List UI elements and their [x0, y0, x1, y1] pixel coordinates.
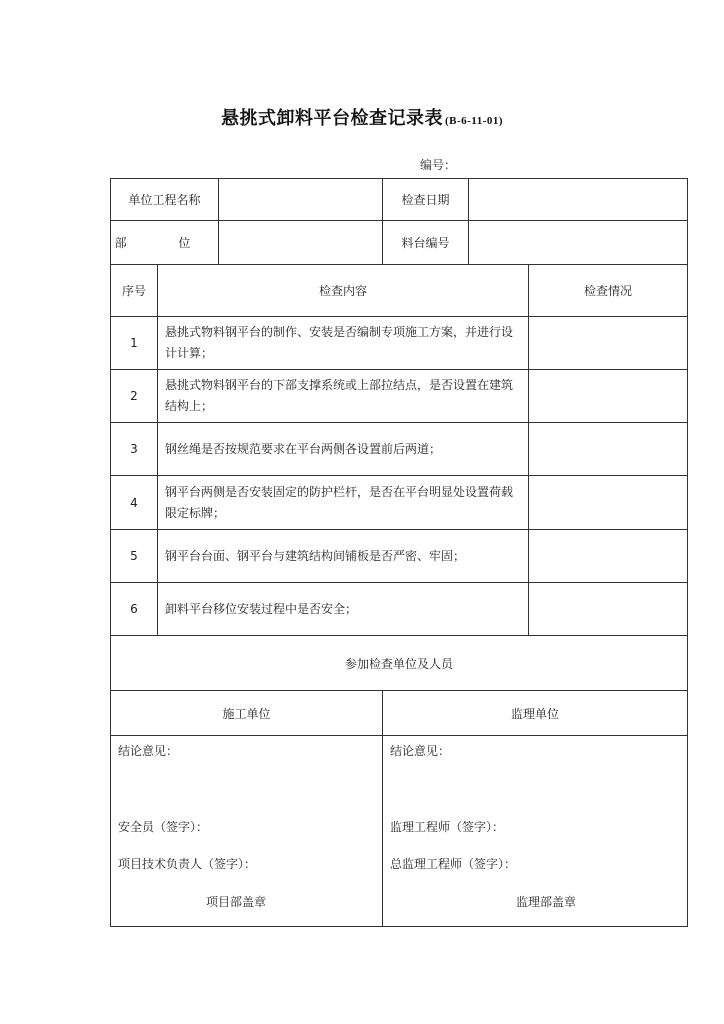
- platform-no-field[interactable]: [469, 221, 688, 265]
- construction-opinion-label: 结论意见：: [118, 744, 179, 758]
- engineer-signature: 监理工程师（签字）：: [390, 820, 505, 834]
- participants-heading: 参加检查单位及人员: [111, 636, 688, 691]
- item-content: 钢平台两侧是否安装固定的防护栏杆，是否在平台明显处设置荷载限定标牌；: [158, 476, 529, 530]
- title-text: 悬挑式卸料平台检查记录表: [220, 108, 443, 129]
- item-status-field[interactable]: [529, 423, 688, 476]
- item-no: 4: [111, 476, 158, 530]
- construction-unit-label: 施工单位: [111, 691, 383, 736]
- item-status-field[interactable]: [529, 317, 688, 370]
- supervision-stamp-label: 监理部盖章: [516, 895, 577, 909]
- table-row: [111, 317, 688, 370]
- table-row: [111, 583, 688, 636]
- column-header-status: 检查情况: [529, 265, 688, 317]
- chief-engineer-signature: 总监理工程师（签字）：: [390, 857, 517, 871]
- table-row: [111, 476, 688, 530]
- platform-no-label: 料台编号: [383, 221, 469, 265]
- item-no: 3: [111, 423, 158, 476]
- construction-opinion-block[interactable]: [111, 736, 383, 927]
- project-name-label: 单位工程名称: [111, 179, 219, 221]
- item-no: 6: [111, 583, 158, 636]
- item-content: 卸料平台移位安装过程中是否安全；: [158, 583, 529, 636]
- item-content: 悬挑式物料钢平台的下部支撑系统或上部拉结点，是否设置在建筑结构上；: [158, 370, 529, 423]
- item-content: 钢丝绳是否按规范要求在平台两侧各设置前后两道；: [158, 423, 529, 476]
- supervision-unit-label: 监理单位: [383, 691, 688, 736]
- form-code: (B-6-11-01): [444, 115, 504, 127]
- item-no: 2: [111, 370, 158, 423]
- column-header-no: 序号: [111, 265, 158, 317]
- location-field[interactable]: [219, 221, 383, 265]
- safety-officer-signature: 安全员（签字）：: [118, 820, 209, 834]
- document-title: [0, 104, 724, 130]
- inspection-table: [110, 178, 688, 927]
- table-row: [111, 370, 688, 423]
- location-label: 部 位: [111, 221, 219, 265]
- project-name-field[interactable]: [219, 179, 383, 221]
- tech-lead-signature: 项目技术负责人（签字）：: [118, 857, 257, 871]
- table-row: [111, 530, 688, 583]
- item-no: 1: [111, 317, 158, 370]
- serial-number-label: 编号：: [420, 158, 457, 172]
- project-stamp-label: 项目部盖章: [205, 895, 266, 909]
- item-content: 悬挑式物料钢平台的制作、安装是否编制专项施工方案，并进行设计计算；: [158, 317, 529, 370]
- check-date-field[interactable]: [469, 179, 688, 221]
- item-status-field[interactable]: [529, 530, 688, 583]
- supervision-opinion-label: 结论意见：: [390, 744, 451, 758]
- item-status-field[interactable]: [529, 583, 688, 636]
- item-no: 5: [111, 530, 158, 583]
- check-date-label: 检查日期: [383, 179, 469, 221]
- item-content: 钢平台台面、钢平台与建筑结构间铺板是否严密、牢固；: [158, 530, 529, 583]
- table-row: [111, 423, 688, 476]
- supervision-opinion-block[interactable]: [383, 736, 688, 927]
- item-status-field[interactable]: [529, 476, 688, 530]
- item-status-field[interactable]: [529, 370, 688, 423]
- column-header-content: 检查内容: [158, 265, 529, 317]
